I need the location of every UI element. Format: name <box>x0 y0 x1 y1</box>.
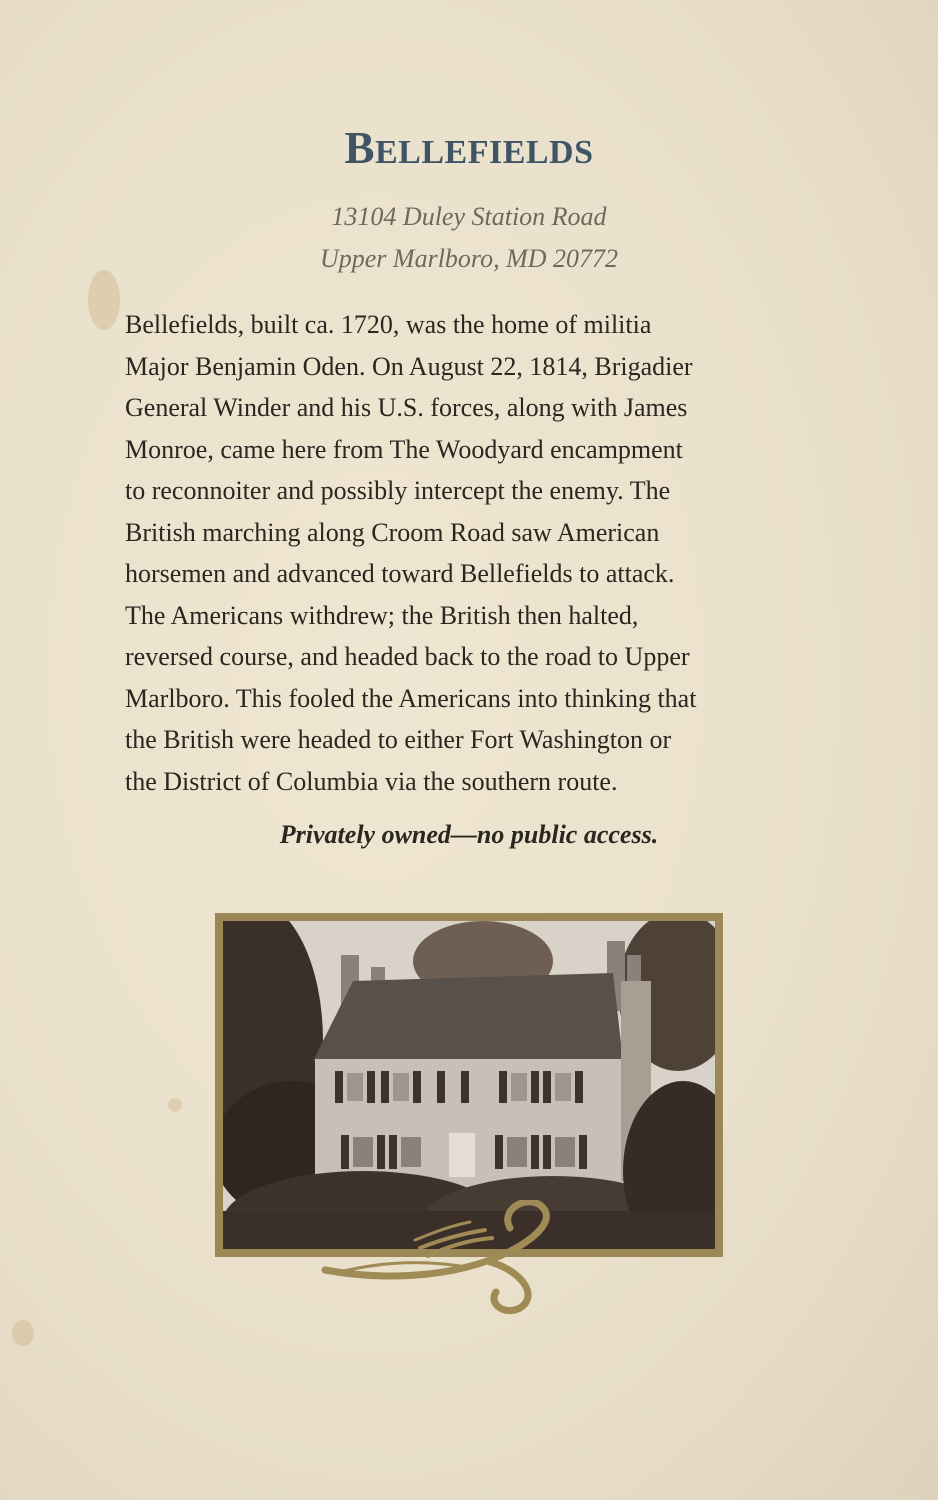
page-title <box>0 122 938 174</box>
title-initial: B <box>344 123 375 173</box>
address-street: 13104 Duley Station Road <box>331 202 607 231</box>
history-paragraph <box>125 304 825 802</box>
paragraph-line: the District of Columbia via the southern route. <box>125 766 618 796</box>
paragraph-line: Marlboro. This fooled the Americans into thinking that <box>125 683 697 713</box>
ornamental-flourish-icon <box>320 1200 620 1320</box>
paper-stain <box>168 1098 182 1112</box>
paragraph-line: Monroe, came here from The Woodyard encampment <box>125 434 683 464</box>
paragraph-line: Major Benjamin Oden. On August 22, 1814, Brigadier <box>125 351 693 381</box>
paragraph-line: Bellefields, built ca. 1720, was the home of militia <box>125 310 652 339</box>
paragraph-line: The Americans withdrew; the British then halted, <box>125 600 639 630</box>
paragraph-line: General Winder and his U.S. forces, along with James <box>125 393 688 422</box>
address-block <box>0 196 938 280</box>
access-notice: Privately owned—no public access. <box>279 820 659 849</box>
paragraph-line: reversed course, and headed back to the road to Upper <box>125 642 690 671</box>
title-rest: ELLEFIELDS <box>374 134 594 171</box>
paragraph-line: British marching along Croom Road saw American <box>125 517 660 547</box>
paper-stain <box>12 1320 34 1346</box>
address-city: Upper Marlboro, MD 20772 <box>319 244 619 273</box>
paragraph-line: the British were headed to either Fort Washington or <box>125 725 672 754</box>
paragraph-line: to reconnoiter and possibly intercept the enemy. The <box>125 476 671 505</box>
paragraph-line: horsemen and advanced toward Bellefields to attack. <box>125 559 675 588</box>
